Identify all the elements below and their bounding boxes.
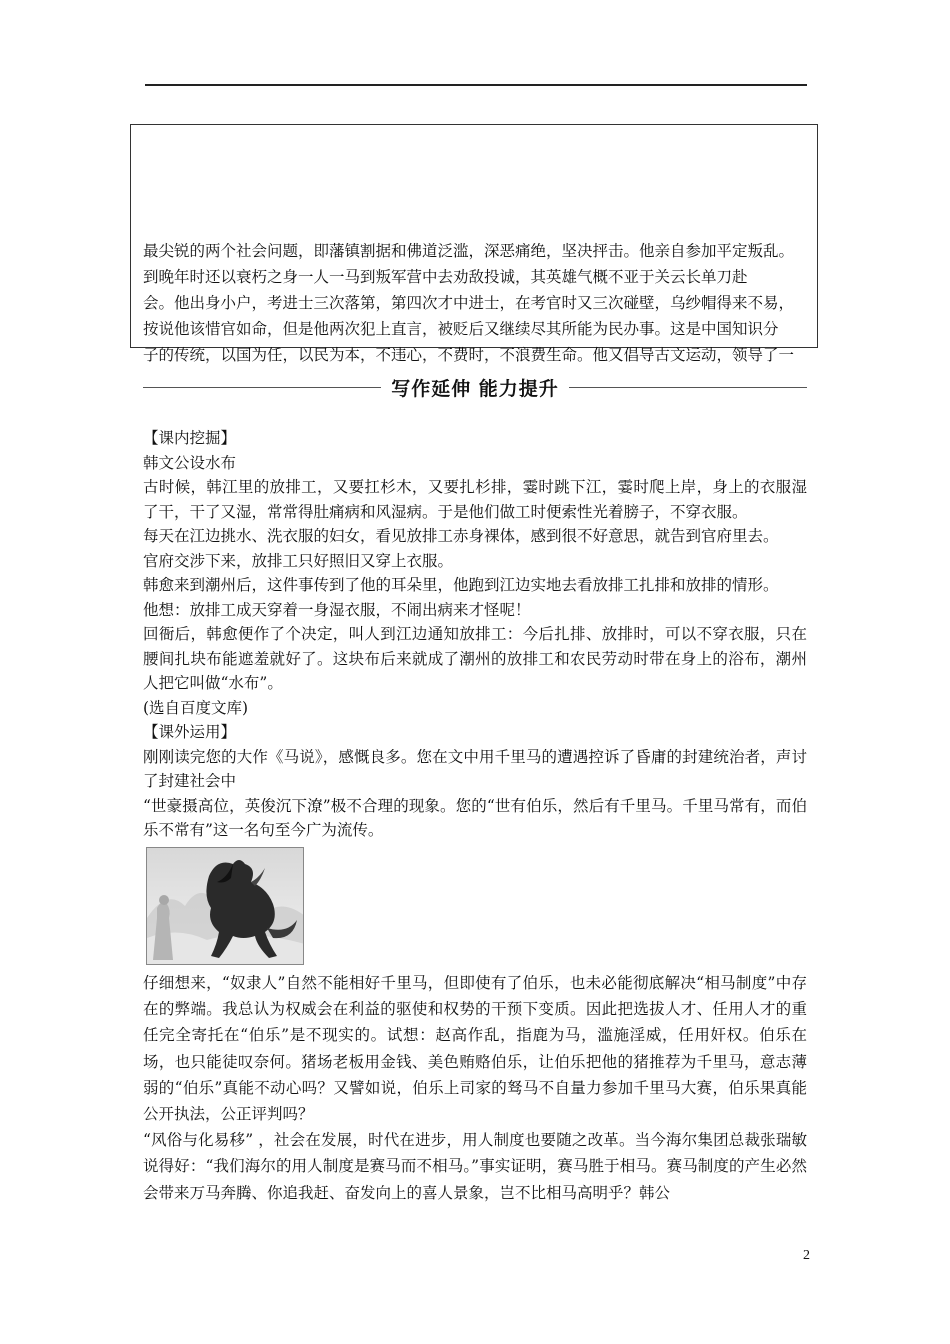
horse-painting-illustration <box>147 848 304 965</box>
excerpt-line: 最尖锐的两个社会问题，即藩镇割据和佛道泛滥，深恶痛绝，坚决抨击。他亲自参加平定叛乱。 <box>143 242 795 260</box>
paragraph: 每天在江边挑水、洗衣服的妇女，看见放排工赤身裸体，感到很不好意思，就告到官府里去。 <box>143 527 779 545</box>
excerpt-text <box>143 238 823 368</box>
page-number: 2 <box>803 1248 810 1263</box>
excerpt-line: 按说他该惜官如命，但是他两次犯上直言，被贬后又继续尽其所能为民办事。这是中国知识分 <box>143 320 779 338</box>
paragraph: 官府交涉下来，放排工只好照旧又穿上衣服。 <box>143 551 454 570</box>
paragraph: 回衙后，韩愈便作了个决定，叫人到江边通知放排工：今后扎排、放排时，可以不穿衣服，只在腰间扎块布能遮羞就好了。这块布后来就成了潮州的放排工和农民劳动时带在身上的浴布，潮州人把它叫做“水布”。 <box>143 625 807 692</box>
section-title: 写作延伸 能力提升 <box>391 377 559 400</box>
paragraph: “风俗与化易移” ，社会在发展，时代在进步，用人制度也要随之改革。当今海尔集团总裁张瑞敏说得好：“我们海尔的用人制度是赛马而不相马。”事实证明，赛马胜于相马。赛马制度的产生必然会带来万马奔腾、你追我赶、奋发向上的喜人景象，岂不比相马高明乎？韩公 <box>143 1131 807 1202</box>
article-body-continued <box>143 970 807 1206</box>
horse-painting-image <box>146 847 304 965</box>
paragraph: 他想：放排工成天穿着一身湿衣服，不闹出病来才怪呢！ <box>143 600 531 619</box>
section-header <box>143 370 807 404</box>
excerpt-line: 子的传统，以国为任，以民为本，不违心，不费时，不浪费生命。他又倡导古文运动，领导了一 <box>143 346 795 364</box>
paragraph: 韩愈来到潮州后，这件事传到了他的耳朵里，他跑到江边实地去看放排工扎排和放排的情形。 <box>143 576 779 594</box>
source-note: (选自百度文库) <box>143 698 249 717</box>
story-title: 韩文公设水布 <box>143 453 237 472</box>
heading-out-class: 【课外运用】 <box>143 723 237 741</box>
header-rule <box>145 84 807 86</box>
section-rule-right <box>569 387 807 388</box>
excerpt-line: 会。他出身小户，考进士三次落第，第四次才中进士，在考官时又三次碰壁，乌纱帽得来不易， <box>143 294 795 312</box>
paragraph: 仔细想来，“奴隶人”自然不能相好千里马，但即使有了伯乐，也未必能彻底解决“相马制度”中存在的弊端。我总认为权威会在利益的驱使和权势的干预下变质。因此把选拔人才、任用人才的重任完全寄托在“伯乐”是不现实的。试想：赵高作乱，指鹿为马，滥施淫威，任用奸权。伯乐在场，也只能徒叹奈何。猪场老板用金钱、美色贿赂伯乐，让伯乐把他的猪推荐为千里马，意志薄弱的“伯乐”真能不动心吗？又譬如说，伯乐上司家的驽马不自量力参加千里马大赛，伯乐果真能公开执法，公正评判吗？ <box>143 974 807 1124</box>
heading-in-class: 【课内挖掘】 <box>143 429 237 447</box>
paragraph: 古时候，韩江里的放排工，又要扛杉木，又要扎杉排，霎时跳下江，霎时爬上岸，身上的衣服湿了干，干了又湿，常常得肚痛病和风湿病。于是他们做工时便索性光着膀子，不穿衣服。 <box>143 478 807 521</box>
article-body <box>143 426 807 843</box>
paragraph: “世豪摄高位，英俊沉下潦”极不合理的现象。您的“世有伯乐，然后有千里马。千里马常有，而伯乐不常有”这一名句至今广为流传。 <box>143 796 807 839</box>
excerpt-line: 到晚年时还以衰朽之身一人一马到叛军营中去劝敌投诚，其英雄气概不亚于关云长单刀赴 <box>143 268 748 286</box>
paragraph: 刚刚读完您的大作《马说》，感慨良多。您在文中用千里马的遭遇控诉了昏庸的封建统治者，声讨了封建社会中 <box>143 747 807 790</box>
section-rule-left <box>143 387 381 388</box>
